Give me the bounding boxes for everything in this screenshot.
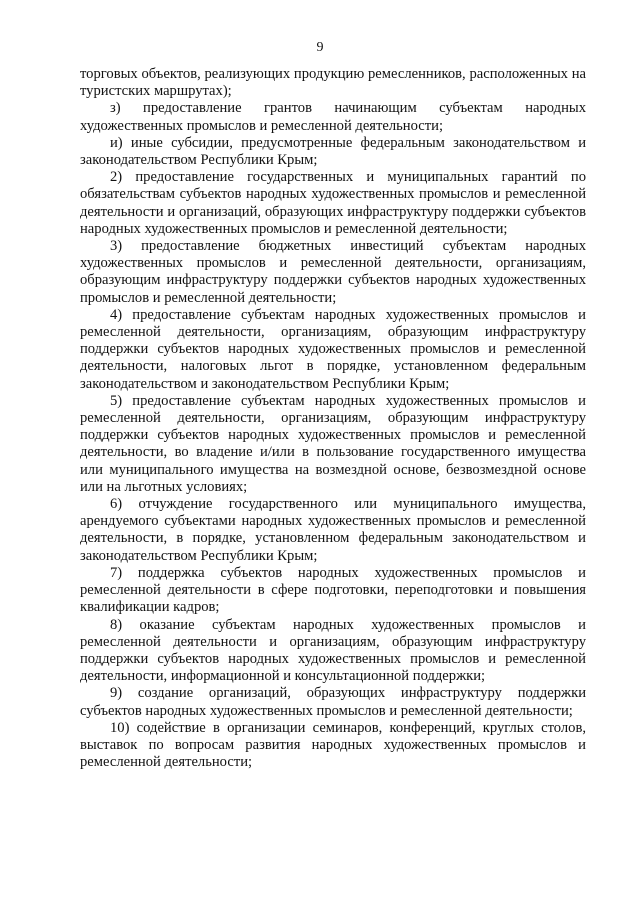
paragraph-item-9: 9) создание организаций, образующих инфраструктуру поддержки субъектов народных художественных промыслов и ремесленной деятельности; <box>80 685 586 719</box>
paragraph-item-2: 2) предоставление государственных и муниципальных гарантий по обязательствам субъектов народных художественных промыслов и ремесленной деятельности и организаций, образующих инфраструктуру поддержки субъектов народных художественных промыслов и ремесленной деятельности; <box>80 169 586 237</box>
paragraph-item-6: 6) отчуждение государственного или муниципального имущества, арендуемого субъектами народных художественных промыслов и ремесленной деятельности, в порядке, установленном федеральным законодательством и законодательством Республики Крым; <box>80 496 586 564</box>
paragraph-item-5: 5) предоставление субъектам народных художественных промыслов и ремесленной деятельности, организациям, образующим инфраструктуру поддержки субъектов народных художественных промыслов и ремесленной деятельности, во владение и/или в пользование государственного имущества или муниципального имущества на возмездной основе, безвозмездной основе или на льготных условиях; <box>80 392 586 495</box>
body-text <box>80 66 586 771</box>
paragraph-item-8: 8) оказание субъектам народных художественных промыслов и ремесленной деятельности и организациям, образующим инфраструктуру поддержки субъектов народных художественных промыслов и ремесленной деятельности, информационной и консультационной поддержки; <box>80 616 586 685</box>
page-number: 9 <box>316 40 324 55</box>
paragraph-item-3: 3) предоставление бюджетных инвестиций субъектам народных художественных промыслов и ремесленной деятельности, организациям, образующим инфраструктуру поддержки субъектов народных художественных промыслов и ремесленной деятельности; <box>80 238 586 306</box>
paragraph-item-10: 10) содействие в организации семинаров, конференций, круглых столов, выставок по вопросам развития народных художественных промыслов и ремесленной деятельности; <box>80 719 586 771</box>
paragraph-item-z: з) предоставление грантов начинающим субъектам народных художественных промыслов и ремесленной деятельности; <box>80 100 586 134</box>
paragraph-item-i: и) иные субсидии, предусмотренные федеральным законодательством и законодательством Республики Крым; <box>80 134 586 169</box>
paragraph-item-7: 7) поддержка субъектов народных художественных промыслов и ремесленной деятельности в сфере подготовки, переподготовки и повышения квалификации кадров; <box>80 564 586 616</box>
paragraph-item-4: 4) предоставление субъектам народных художественных промыслов и ремесленной деятельности, организациям, образующим инфраструктуру поддержки субъектов народных художественных промыслов и ремесленной деятельности, налоговых льгот в порядке, установленном федеральным законодательством и законодательством Республики Крым; <box>80 306 586 392</box>
paragraph-continuation: торговых объектов, реализующих продукцию ремесленников, расположенных на туристских маршрутах); <box>80 66 586 100</box>
